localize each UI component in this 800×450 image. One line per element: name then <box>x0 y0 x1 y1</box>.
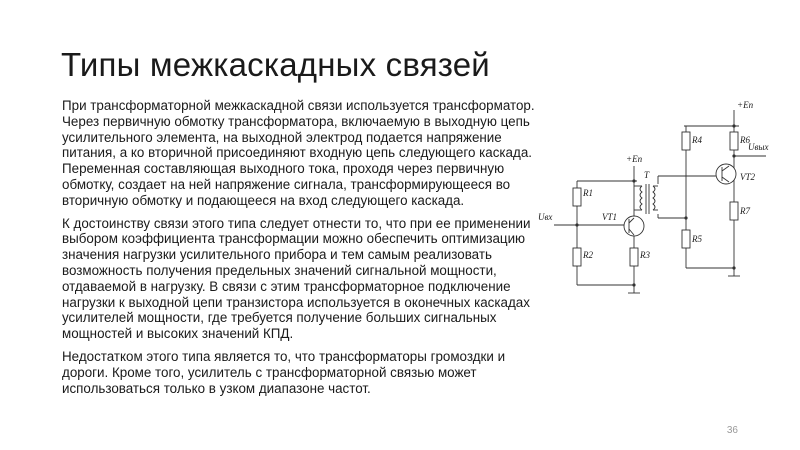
circuit-diagram <box>534 98 774 298</box>
r1-label: R1 <box>583 188 593 198</box>
paragraph-1: При трансформаторной межкаскадной связи используется трансформатор. Через первичную обмотку трансформатора, включаемую в выходную цепь усилительного элемента, на выходной электрод подается напряжение питания, а ко вторичной присоединяют входную цепь следующего каскада. Переменная составляющая выходного тока, проходя через первичную обмотку, создает на ней напряжение сигнала, трансформирующееся во вторичную обмотку и подающееся на вход следующего каскада. <box>62 98 535 208</box>
vt1-label: VT1 <box>602 212 618 222</box>
r6-label: R6 <box>740 135 750 145</box>
paragraph-3: Недостатком этого типа является то, что трансформаторы громоздки и дороги. Кроме того, усилитель с трансформаторной связью может использоваться только в узком диапазоне частот. <box>62 348 506 396</box>
supply-label-stage2: +Eп <box>737 100 754 110</box>
r3-label: R3 <box>640 250 650 260</box>
page-number: 36 <box>726 425 738 436</box>
r4-label: R4 <box>692 135 702 145</box>
vt2-label: VT2 <box>740 172 756 182</box>
transformer-label: T <box>644 170 650 180</box>
output-voltage-label: Uвых <box>748 142 769 152</box>
slide-body <box>62 98 553 403</box>
r7-label: R7 <box>740 206 750 216</box>
slide-title: Типы межкаскадных связей <box>61 46 490 83</box>
paragraph-2: К достоинству связи этого типа следует отнести то, что при ее применении выбором коэффициента трансформации можно обеспечить оптимизацию значения нагрузки усилительного прибора и тем самым реализовать возможность получения предельных значений сигнальной мощности, отдаваемой в нагрузку. В связи с этим трансформаторное подключение нагрузки к выходной цепи транзистора используется в оконечных каскадах усилителей мощности, где требуется получение больших сигнальных мощностей и высоких значений КПД. <box>62 215 531 342</box>
r2-label: R2 <box>583 250 593 260</box>
supply-label-stage1: +Eп <box>626 154 643 164</box>
r5-label: R5 <box>692 234 702 244</box>
input-voltage-label: Uвх <box>538 212 553 222</box>
